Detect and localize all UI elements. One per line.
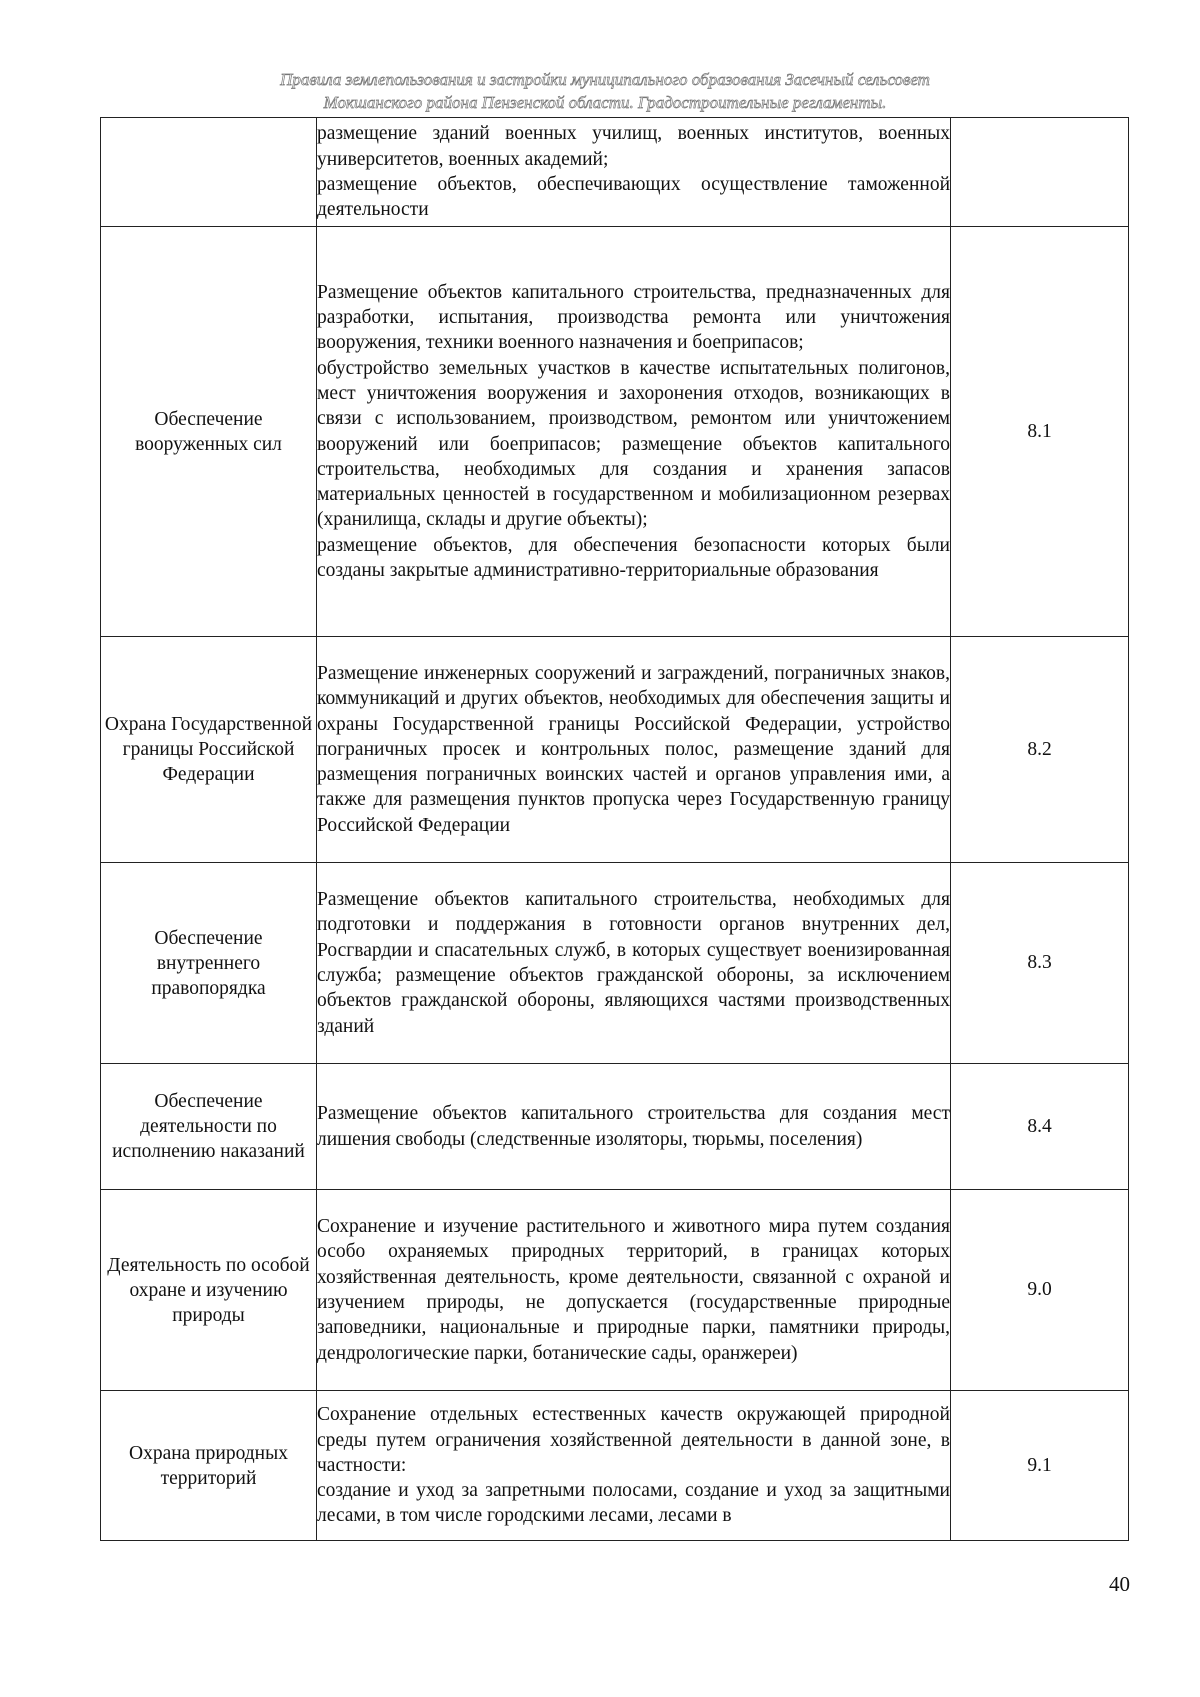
use-type-name: Обеспечение внутреннего правопорядка bbox=[101, 863, 317, 1064]
description-paragraph: Размещение объектов капитального строительства для создания мест лишения свободы (следственные изоляторы, тюрьмы, поселения) bbox=[317, 1103, 950, 1150]
use-type-description bbox=[317, 1190, 951, 1391]
use-type-code bbox=[951, 118, 1129, 227]
table-row bbox=[101, 1190, 1129, 1391]
description-paragraph: Размещение объектов капитального строительства, предназначенных для разработки, испытания, производства ремонта или уничтожения вооружения, техники военного назначения и боеприпасов; bbox=[317, 281, 950, 354]
page-number: 40 bbox=[1109, 1572, 1130, 1596]
use-type-name bbox=[101, 118, 317, 227]
use-type-name: Деятельность по особой охране и изучению природы bbox=[101, 1190, 317, 1391]
use-type-name: Охрана Государственной границы Российской Федерации bbox=[101, 637, 317, 863]
description-paragraph: размещение зданий военных училищ, военных институтов, военных университетов, военных академий; bbox=[317, 123, 950, 170]
description-paragraph: Сохранение и изучение растительного и животного мира путем создания особо охраняемых природных территорий, в границах которых хозяйственная деятельность, кроме деятельности, связанной с охраной и изучением природы, не допускается (государственные природные заповедники, национальные и природные парки, памятники природы, дендрологические парки, ботанические сады, оранжереи) bbox=[317, 1216, 950, 1364]
use-type-code: 9.0 bbox=[951, 1190, 1129, 1391]
use-type-code: 8.4 bbox=[951, 1064, 1129, 1190]
table-row bbox=[101, 1391, 1129, 1541]
use-type-description bbox=[317, 1391, 951, 1541]
use-type-description bbox=[317, 1064, 951, 1190]
description-paragraph: Сохранение отдельных естественных качеств окружающей природной среды путем ограничения хозяйственной деятельности в данной зоне, в частности: bbox=[317, 1404, 950, 1476]
use-type-code: 8.2 bbox=[951, 637, 1129, 863]
description-paragraph: Размещение инженерных сооружений и заграждений, пограничных знаков, коммуникаций и других объектов, необходимых для обеспечения защиты и охраны Государственной границы Российской Федерации, устройство пограничных просек и контрольных полос, размещение зданий для размещения пограничных воинских частей и органов управления ими, а также для размещения пунктов пропуска через Государственную границу Российской Федерации bbox=[317, 662, 950, 836]
regulations-table bbox=[100, 117, 1129, 1541]
description-paragraph: создание и уход за запретными полосами, создание и уход за защитными лесами, в том числе городскими лесами, лесами в bbox=[317, 1480, 950, 1527]
use-type-description bbox=[317, 227, 951, 637]
description-paragraph: Размещение объектов капитального строительства, необходимых для подготовки и поддержания в готовности органов внутренних дел, Росгвардии и спасательных служб, в которых существует военизированная служба; размещение объектов гражданской обороны, за исключением объектов гражданской обороны, являющихся частями производственных зданий bbox=[317, 889, 950, 1037]
use-type-name: Охрана природных территорий bbox=[101, 1391, 317, 1541]
table-row bbox=[101, 227, 1129, 637]
use-type-code: 8.3 bbox=[951, 863, 1129, 1064]
table-row bbox=[101, 863, 1129, 1064]
use-type-code: 9.1 bbox=[951, 1391, 1129, 1541]
header-line-1: Правила землепользования и застройки муниципального образования Засечный сельсовет bbox=[280, 70, 930, 89]
table-row bbox=[101, 637, 1129, 863]
description-paragraph: размещение объектов, для обеспечения безопасности которых были созданы закрытые административно-территориальные образования bbox=[317, 534, 950, 581]
use-type-code: 8.1 bbox=[951, 227, 1129, 637]
use-type-description bbox=[317, 637, 951, 863]
use-type-name: Обеспечение вооруженных сил bbox=[101, 227, 317, 637]
table-row bbox=[101, 118, 1129, 227]
table-row bbox=[101, 1064, 1129, 1190]
use-type-description bbox=[317, 118, 951, 227]
use-type-description bbox=[317, 863, 951, 1064]
use-type-name: Обеспечение деятельности по исполнению наказаний bbox=[101, 1064, 317, 1190]
page-header bbox=[150, 68, 1060, 114]
description-paragraph: обустройство земельных участков в качестве испытательных полигонов, мест уничтожения вооружения и захоронения отходов, возникающих в связи с использованием, производством, ремонтом или уничтожением вооружений или боеприпасов; размещение объектов капитального строительства, необходимых для создания и хранения запасов материальных ценностей в государственном и мобилизационном резервах (хранилища, склады и другие объекты); bbox=[317, 357, 950, 531]
description-paragraph: размещение объектов, обеспечивающих осуществление таможенной деятельности bbox=[317, 174, 950, 221]
header-line-2: Мокшанского района Пензенской области. Градостроительные регламенты. bbox=[323, 93, 887, 112]
